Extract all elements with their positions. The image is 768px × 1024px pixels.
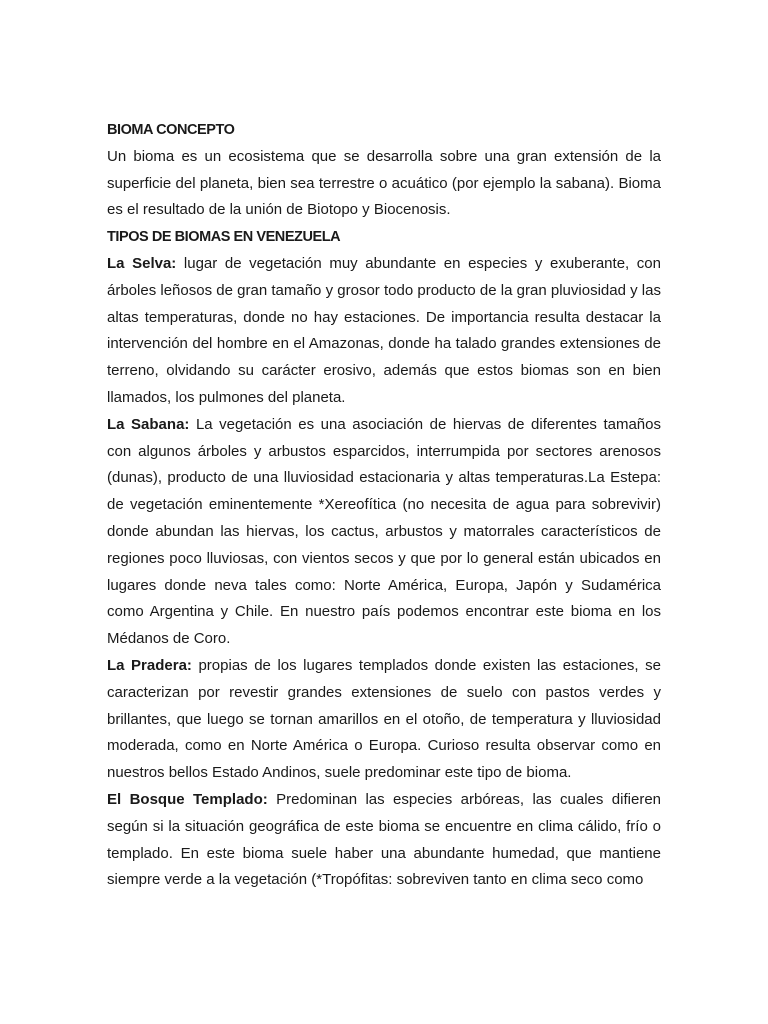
- label-bosque-templado: El Bosque Templado:: [107, 790, 268, 808]
- paragraph-la-selva: [107, 251, 661, 412]
- label-la-selva: La Selva:: [107, 254, 177, 272]
- concept-paragraph: Un bioma es un ecosistema que se desarrolla sobre una gran extensión de la superficie del planeta, bien sea terrestre o acuático (por ejemplo la sabana). Bioma es el resultado de la unión de Biotopo y Biocenosis.: [107, 147, 661, 219]
- text-la-selva: lugar de vegetación muy abundante en especies y exuberante, con árboles leñosos de gran tamaño y grosor todo producto de la gran pluviosidad y las altas temperaturas, donde no hay estaciones. De importancia resulta destacar la intervención del hombre en el Amazonas, donde ha talado grandes extensiones de terreno, olvidando su carácter erosivo, además que estos biomas son en bien llamados, los pulmones del planeta.: [107, 254, 661, 406]
- text-bosque-templado: Predominan las especies arbóreas, las cuales difieren según si la situación geográfica de este bioma se encuentre en clima cálido, frío o templado. En este bioma suele haber una abundante humedad, que mantiene siempre verde a la vegetación (*Tropófitas: sobreviven tanto en clima seco como: [107, 790, 662, 889]
- label-la-sabana: La Sabana:: [107, 415, 190, 433]
- heading-tipos-de-biomas: TIPOS DE BIOMAS EN VENEZUELA: [107, 229, 341, 246]
- text-la-sabana: La vegetación es una asociación de hiervas de diferentes tamaños con algunos árboles y arbustos esparcidos, interrumpida por sectores arenosos (dunas), producto de una lluviosidad estacionaria y altas temperaturas.La Estepa: de vegetación eminentemente *Xereofítica (no necesita de agua para sobrevivir) donde abundan las hiervas, los cactus, arbustos y matorrales característicos de regiones poco lluviosas, con vientos secos y que por lo general están ubicados en lugares donde neva tales como: Norte América, Europa, Japón y Sudamérica como Argentina y Chile. En nuestro país podemos encontrar este bioma en los Médanos de Coro.: [107, 415, 661, 648]
- heading-bioma-concepto: BIOMA CONCEPTO: [107, 122, 235, 138]
- paragraph-la-sabana: [107, 412, 661, 653]
- label-la-pradera: La Pradera:: [107, 656, 192, 674]
- text-la-pradera: propias de los lugares templados donde existen las estaciones, se caracterizan por revestir grandes extensiones de suelo con pastos verdes y brillantes, que luego se tornan amarillos en el otoño, de temperatura y lluviosidad moderada, como en Norte América o Europa. Curioso resulta observar como en nuestros bellos Estado Andinos, suele predominar este tipo de bioma.: [107, 656, 661, 782]
- paragraph-la-pradera: [107, 653, 661, 787]
- paragraph-bosque-templado: [107, 787, 661, 894]
